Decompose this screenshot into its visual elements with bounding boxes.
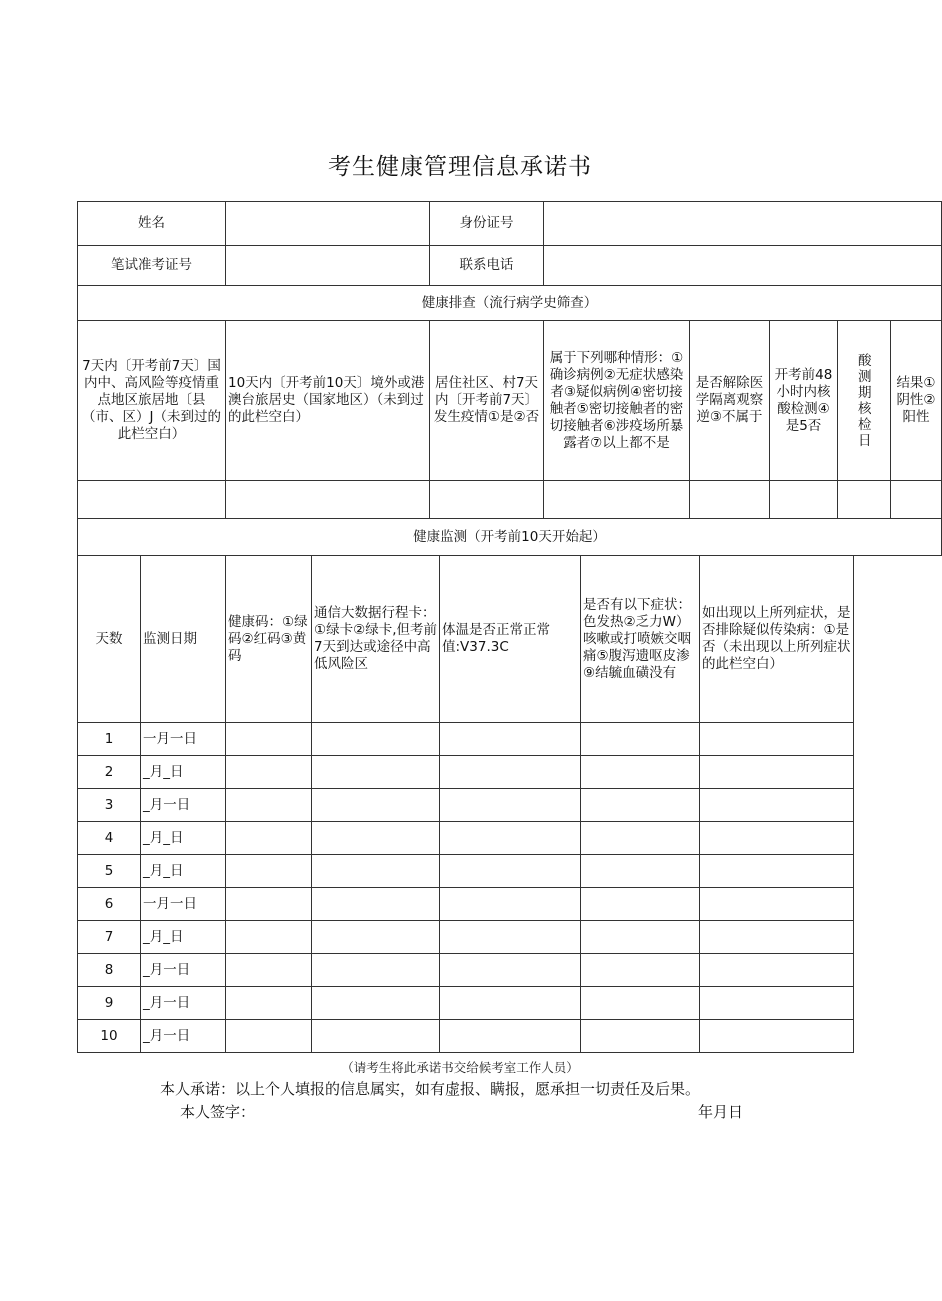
id-number-field[interactable] xyxy=(544,202,942,246)
screening-input-community-outbreak[interactable] xyxy=(430,481,544,519)
temperature-input[interactable] xyxy=(440,723,581,756)
temperature-input[interactable] xyxy=(440,855,581,888)
itinerary-card-input[interactable] xyxy=(312,921,440,954)
monitoring-header-symptoms: 是否有以下症状：色发热②乏力W）咳嗽或打喷嫉交咽痛⑤腹泻遗呕皮渗⑨结毓血磺没有 xyxy=(581,556,700,723)
exclusion-input[interactable] xyxy=(700,954,854,987)
symptoms-input[interactable] xyxy=(581,822,700,855)
health-code-input[interactable] xyxy=(226,954,312,987)
exclusion-input[interactable] xyxy=(700,756,854,789)
monitoring-row xyxy=(78,921,854,954)
health-code-input[interactable] xyxy=(226,789,312,822)
exam-number-field[interactable] xyxy=(226,246,430,286)
temperature-input[interactable] xyxy=(440,1020,581,1053)
temperature-input[interactable] xyxy=(440,987,581,1020)
monitoring-date: _月一日 xyxy=(141,987,226,1020)
monitoring-row xyxy=(78,822,854,855)
monitoring-date: _月一日 xyxy=(141,789,226,822)
monitoring-day: 10 xyxy=(78,1020,141,1053)
health-code-input[interactable] xyxy=(226,987,312,1020)
phone-field[interactable] xyxy=(544,246,942,286)
screening-input-test-date[interactable] xyxy=(838,481,891,519)
screening-header-test-result: 结果①阴性②阳性 xyxy=(891,321,942,481)
monitoring-day: 9 xyxy=(78,987,141,1020)
monitoring-header-day: 天数 xyxy=(78,556,141,723)
monitoring-header-itinerary-card: 通信大数据行程卡：①绿卡②绿卡,但考前7天到达或途径中高低风险区 xyxy=(312,556,440,723)
monitoring-header-temperature: 体温是否正常正常值:V37.3C xyxy=(440,556,581,723)
monitoring-row xyxy=(78,1020,854,1053)
monitoring-day: 8 xyxy=(78,954,141,987)
itinerary-card-input[interactable] xyxy=(312,1020,440,1053)
monitoring-day: 1 xyxy=(78,723,141,756)
monitoring-row xyxy=(78,855,854,888)
monitoring-date: _月_日 xyxy=(141,822,226,855)
name-field[interactable] xyxy=(226,202,430,246)
monitoring-header-date: 监测日期 xyxy=(141,556,226,723)
symptoms-input[interactable] xyxy=(581,954,700,987)
screening-input-quarantine-release[interactable] xyxy=(690,481,770,519)
signature-label: 本人签字： xyxy=(180,1103,256,1121)
screening-header-test-date: 酸测期核检日 xyxy=(838,321,891,481)
symptoms-input[interactable] xyxy=(581,1020,700,1053)
screening-input-overseas-travel[interactable] xyxy=(226,481,430,519)
screening-header-nucleic-test: 开考前48小时内核酸检测④是5否 xyxy=(770,321,838,481)
itinerary-card-input[interactable] xyxy=(312,888,440,921)
monitoring-date: _月_日 xyxy=(141,756,226,789)
name-label: 姓名 xyxy=(78,202,226,246)
symptoms-input[interactable] xyxy=(581,921,700,954)
screening-header-case-category: 属于下列哪种情形：①确诊病例②无症状感染者③疑似病例④密切接触者⑤密切接触者的密切接触者⑥涉疫场所暴露者⑦以上都不是 xyxy=(544,321,690,481)
monitoring-row xyxy=(78,789,854,822)
health-code-input[interactable] xyxy=(226,888,312,921)
itinerary-card-input[interactable] xyxy=(312,789,440,822)
temperature-input[interactable] xyxy=(440,822,581,855)
symptoms-input[interactable] xyxy=(581,855,700,888)
exclusion-input[interactable] xyxy=(700,789,854,822)
monitoring-day: 4 xyxy=(78,822,141,855)
screening-table xyxy=(77,201,942,556)
pledge-statement: 本人承诺：以上个人填报的信息属实，如有虚报、瞒报，愿承担一切责任及后果。 xyxy=(160,1080,701,1098)
monitoring-row xyxy=(78,987,854,1020)
screening-section-title: 健康排查（流行病学史筛查） xyxy=(78,286,942,321)
itinerary-card-input[interactable] xyxy=(312,987,440,1020)
monitoring-day: 7 xyxy=(78,921,141,954)
itinerary-card-input[interactable] xyxy=(312,954,440,987)
monitoring-date: _月一日 xyxy=(141,954,226,987)
screening-input-domestic-travel[interactable] xyxy=(78,481,226,519)
screening-header-overseas-travel: 10天内〔开考前10天〕境外或港澳台旅居史（国家地区）（未到过的此栏空白） xyxy=(226,321,430,481)
monitoring-day: 5 xyxy=(78,855,141,888)
monitoring-row xyxy=(78,954,854,987)
phone-label: 联系电话 xyxy=(430,246,544,286)
monitoring-day: 3 xyxy=(78,789,141,822)
screening-header-community-outbreak: 居住社区、村7天内〔开考前7天〕发生疫情①是②否 xyxy=(430,321,544,481)
exclusion-input[interactable] xyxy=(700,921,854,954)
health-code-input[interactable] xyxy=(226,855,312,888)
temperature-input[interactable] xyxy=(440,888,581,921)
exam-number-label: 笔试准考证号 xyxy=(78,246,226,286)
monitoring-day: 6 xyxy=(78,888,141,921)
date-label: 年月日 xyxy=(698,1103,744,1121)
screening-input-test-result[interactable] xyxy=(891,481,942,519)
exclusion-input[interactable] xyxy=(700,723,854,756)
itinerary-card-input[interactable] xyxy=(312,822,440,855)
exclusion-input[interactable] xyxy=(700,888,854,921)
itinerary-card-input[interactable] xyxy=(312,723,440,756)
submission-note: （请考生将此承诺书交给候考室工作人员） xyxy=(341,1060,579,1075)
page-title: 考生健康管理信息承诺书 xyxy=(328,154,592,180)
monitoring-header-exclusion: 如出现以上所列症状，是否排除疑似传染病：①是否（未出现以上所列症状的此栏空白） xyxy=(700,556,854,723)
exclusion-input[interactable] xyxy=(700,855,854,888)
temperature-input[interactable] xyxy=(440,954,581,987)
itinerary-card-input[interactable] xyxy=(312,756,440,789)
health-code-input[interactable] xyxy=(226,822,312,855)
screening-input-case-category[interactable] xyxy=(544,481,690,519)
symptoms-input[interactable] xyxy=(581,723,700,756)
monitoring-section-title: 健康监测（开考前10天开始起） xyxy=(78,519,942,556)
monitoring-date: _月_日 xyxy=(141,855,226,888)
monitoring-row xyxy=(78,723,854,756)
symptoms-input[interactable] xyxy=(581,987,700,1020)
monitoring-date: _月_日 xyxy=(141,921,226,954)
id-number-label: 身份证号 xyxy=(430,202,544,246)
symptoms-input[interactable] xyxy=(581,888,700,921)
monitoring-row xyxy=(78,756,854,789)
exclusion-input[interactable] xyxy=(700,822,854,855)
monitoring-row xyxy=(78,888,854,921)
temperature-input[interactable] xyxy=(440,756,581,789)
monitoring-date: _月一日 xyxy=(141,1020,226,1053)
monitoring-day: 2 xyxy=(78,756,141,789)
monitoring-date: 一月一日 xyxy=(141,888,226,921)
exclusion-input[interactable] xyxy=(700,987,854,1020)
health-code-input[interactable] xyxy=(226,1020,312,1053)
monitoring-table xyxy=(77,555,854,1053)
monitoring-date: 一月一日 xyxy=(141,723,226,756)
temperature-input[interactable] xyxy=(440,921,581,954)
symptoms-input[interactable] xyxy=(581,756,700,789)
exclusion-input[interactable] xyxy=(700,1020,854,1053)
health-code-input[interactable] xyxy=(226,921,312,954)
screening-header-quarantine-release: 是否解除医学隔离观察逆③不属于 xyxy=(690,321,770,481)
health-code-input[interactable] xyxy=(226,756,312,789)
itinerary-card-input[interactable] xyxy=(312,855,440,888)
temperature-input[interactable] xyxy=(440,789,581,822)
screening-input-nucleic-test[interactable] xyxy=(770,481,838,519)
health-code-input[interactable] xyxy=(226,723,312,756)
monitoring-header-health-code: 健康码：①绿码②红码③黄码 xyxy=(226,556,312,723)
screening-header-domestic-travel: 7天内〔开考前7天〕国内中、高风险等疫情重点地区旅居地〔县（市、区）J（未到过的此栏空白） xyxy=(78,321,226,481)
symptoms-input[interactable] xyxy=(581,789,700,822)
